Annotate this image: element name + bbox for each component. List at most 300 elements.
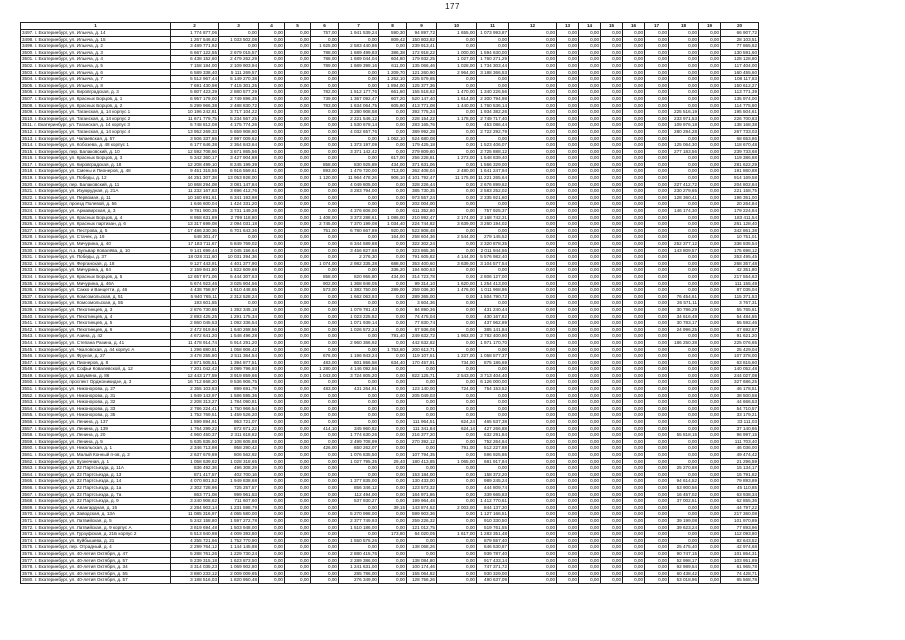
value-cell: 0,00 [379, 544, 407, 551]
value-cell: 757 925,37 [477, 208, 509, 215]
value-cell: 0,00 [601, 531, 623, 538]
value-cell: 0,00 [601, 247, 623, 254]
value-cell: 121 012,75 [407, 524, 437, 531]
value-cell: 0,00 [557, 399, 579, 406]
value-cell: 0,00 [645, 188, 669, 195]
value-cell: 216 377,20 [407, 432, 437, 439]
value-cell: 0,00 [509, 188, 557, 195]
value-cell: 0,00 [509, 194, 557, 201]
value-cell: 112 093,80 [721, 531, 759, 538]
address-cell: 3521. г. Екатеринбург, ул. Изумрудная, д. 21А [21, 188, 171, 195]
value-cell: 0,00 [579, 405, 601, 412]
value-cell: 0,00 [645, 458, 669, 465]
value-cell: 0,00 [509, 267, 557, 274]
value-cell: 224 744,82 [407, 221, 437, 228]
value-cell: 0,00 [579, 392, 601, 399]
value-cell: 0,00 [311, 115, 339, 122]
value-cell: 0,00 [285, 544, 311, 551]
address-cell: 3557. г. Екатеринбург, ул. Ленина, д. 139 [21, 425, 171, 432]
value-cell: 0,00 [557, 36, 579, 43]
value-cell: 0,00 [579, 537, 601, 544]
value-cell: 871 417,57 [171, 471, 219, 478]
value-cell: 233 971,53 [669, 115, 699, 122]
value-cell: 0,00 [339, 201, 379, 208]
value-cell: 164 971,86 [407, 491, 437, 498]
address-cell: 3515. г. Екатеринбург, пер. Балаковский, д. 10 [21, 148, 171, 155]
value-cell: 0,00 [339, 76, 379, 83]
value-cell: 39 623,24 [669, 524, 699, 531]
value-cell: 0,00 [645, 313, 669, 320]
value-cell: 0,00 [623, 353, 645, 360]
value-cell: 0,00 [645, 412, 669, 419]
value-cell: 0,00 [623, 491, 645, 498]
value-cell: 0,00 [339, 135, 379, 142]
value-cell: 217 360,08 [721, 511, 759, 518]
value-cell: 0,00 [311, 405, 339, 412]
value-cell: 49 474,42 [721, 452, 759, 459]
value-cell: 1 641 247,94 [477, 168, 509, 175]
value-cell: 0,00 [311, 478, 339, 485]
value-cell: 0,00 [601, 419, 623, 426]
value-cell: 0,00 [623, 300, 645, 307]
value-cell: 0,00 [557, 458, 579, 465]
value-cell: 0,00 [699, 412, 721, 419]
value-cell: 0,00 [601, 214, 623, 221]
value-cell: 0,00 [285, 161, 311, 168]
value-cell: 6 957 179,00 [171, 95, 219, 102]
value-cell: 1 459 526,20 [219, 412, 259, 419]
value-cell: 0,00 [557, 359, 579, 366]
value-cell: 0,00 [601, 43, 623, 50]
value-cell: 0,00 [557, 366, 579, 373]
table-row [21, 260, 759, 267]
value-cell: 0,00 [623, 135, 645, 142]
value-cell: 0,00 [579, 300, 601, 307]
value-cell: 0,00 [285, 56, 311, 63]
value-cell: 1 028 318,65 [219, 458, 259, 465]
value-cell: 0,00 [601, 89, 623, 96]
value-cell: 29,40 [379, 458, 407, 465]
value-cell: 53 018,96 [669, 577, 699, 584]
value-cell: 0,00 [623, 471, 645, 478]
value-cell: 0,00 [669, 511, 699, 518]
value-cell: 0,00 [285, 419, 311, 426]
value-cell: 25 429,04 [721, 346, 759, 353]
value-cell: 0,00 [601, 241, 623, 248]
value-cell: 0,00 [623, 109, 645, 116]
value-cell: 2 094 031,18 [219, 221, 259, 228]
value-cell: 4 672 641,20 [171, 333, 219, 340]
value-cell: 84 890,36 [407, 306, 437, 313]
value-cell: 12 592 708,66 [171, 148, 219, 155]
value-cell: 1 689 044,04 [339, 56, 379, 63]
value-cell: 0,00 [579, 353, 601, 360]
value-cell: 0,00 [623, 465, 645, 472]
address-cell: 3504. г. Екатеринбург, ул. Ильича, д. 7 [21, 76, 171, 83]
value-cell: 0,00 [601, 280, 623, 287]
value-cell: 30 783,17 [669, 320, 699, 327]
value-cell: 9 451 315,55 [171, 168, 219, 175]
value-cell: 0,00 [699, 300, 721, 307]
value-cell: 112 494,00 [339, 491, 379, 498]
value-cell: 646 530,87 [477, 544, 509, 551]
value-cell: 0,00 [285, 82, 311, 89]
value-cell: 5 807 423,39 [171, 89, 219, 96]
value-cell: 0,00 [645, 43, 669, 50]
value-cell: 0,00 [645, 76, 669, 83]
value-cell: 0,00 [579, 432, 601, 439]
value-cell: 3 696 412,76 [219, 188, 259, 195]
value-cell: 902,00 [311, 280, 339, 287]
value-cell: 0,00 [379, 432, 407, 439]
value-cell: 0,00 [645, 537, 669, 544]
value-cell: 0,00 [285, 359, 311, 366]
value-cell: 0,00 [645, 531, 669, 538]
table-row [21, 491, 759, 498]
value-cell: 0,00 [645, 95, 669, 102]
value-cell: 0,00 [437, 241, 477, 248]
value-cell: 0,00 [437, 544, 477, 551]
value-cell: 0,00 [623, 359, 645, 366]
address-cell: 3498. г. Екатеринбург, ул. Ильича, д. 15 [21, 36, 171, 43]
value-cell: 0,00 [259, 366, 285, 373]
value-cell: 281 622,29 [721, 161, 759, 168]
value-cell: 0,00 [645, 155, 669, 162]
value-cell: 0,00 [311, 306, 339, 313]
value-cell: 345 960,82 [339, 425, 379, 432]
value-cell: 0,00 [509, 346, 557, 353]
value-cell: 5 342 360,17 [171, 155, 219, 162]
value-cell: 0,00 [699, 227, 721, 234]
value-cell: 0,00 [579, 36, 601, 43]
value-cell: 0,00 [699, 95, 721, 102]
value-cell: 0,00 [407, 550, 437, 557]
value-cell: 12 657 971,06 [171, 273, 219, 280]
address-cell: 3512. г. Екатеринбург, ул. Таганская, д. 14 корпус 4 [21, 128, 171, 135]
value-cell: 0,00 [645, 445, 669, 452]
value-cell: 195 504,61 [721, 109, 759, 116]
value-cell: 1 586 595,36 [219, 392, 259, 399]
value-cell: 0,00 [623, 445, 645, 452]
value-cell: 661,60 [379, 89, 407, 96]
table-row [21, 366, 759, 373]
table-row [21, 445, 759, 452]
table-row [21, 300, 759, 307]
value-cell: 0,00 [311, 550, 339, 557]
value-cell: 791,00 [437, 445, 477, 452]
value-cell: 0,00 [699, 208, 721, 215]
value-cell: 0,00 [311, 465, 339, 472]
value-cell: 0,00 [699, 36, 721, 43]
value-cell: 0,00 [669, 425, 699, 432]
value-cell: 434,00 [379, 161, 407, 168]
value-cell: 0,00 [311, 82, 339, 89]
value-cell: 0,00 [259, 142, 285, 149]
value-cell: 0,00 [579, 458, 601, 465]
value-cell: 0,00 [645, 366, 669, 373]
value-cell: 94 614,52 [669, 478, 699, 485]
value-cell: 3 314 035,23 [171, 564, 219, 571]
value-cell: 836 492,36 [171, 465, 219, 472]
value-cell: 0,00 [509, 550, 557, 557]
value-cell: 0,00 [557, 432, 579, 439]
value-cell: 0,00 [699, 524, 721, 531]
value-cell: 0,00 [285, 62, 311, 69]
value-cell: 0,00 [645, 102, 669, 109]
table-row [21, 234, 759, 241]
value-cell: 0,00 [259, 109, 285, 116]
value-cell: 0,00 [579, 194, 601, 201]
value-cell: 930 329,00 [477, 570, 509, 577]
address-cell: 3497. г. Екатеринбург, ул. Ильича, д. 14 [21, 30, 171, 37]
value-cell: 0,00 [623, 234, 645, 241]
value-cell: 119 107,51 [407, 353, 437, 360]
value-cell: 0,00 [437, 43, 477, 50]
value-cell: 0,00 [259, 557, 285, 564]
value-cell: 1 623 873,50 [219, 557, 259, 564]
value-cell: 0,00 [557, 267, 579, 274]
value-cell: 611 352,80 [407, 208, 437, 215]
table-row [21, 247, 759, 254]
value-cell: 64 020,05 [407, 531, 437, 538]
value-cell: 0,00 [557, 320, 579, 327]
value-cell: 0,00 [623, 102, 645, 109]
value-cell: 0,00 [669, 221, 699, 228]
value-cell: 0,00 [699, 280, 721, 287]
column-header: 2 [171, 23, 219, 30]
value-cell: 0,00 [259, 175, 285, 182]
value-cell: 2 355 103,83 [171, 386, 219, 393]
value-cell: 2 679 015,57 [219, 49, 259, 56]
value-cell: 3 240 908,62 [171, 498, 219, 505]
value-cell: 0,00 [645, 30, 669, 37]
value-cell: 0,00 [623, 168, 645, 175]
value-cell: 0,00 [259, 260, 285, 267]
value-cell: 0,00 [557, 379, 579, 386]
value-cell: 153 184,00 [407, 471, 437, 478]
value-cell: 0,00 [579, 227, 601, 234]
value-cell: 0,00 [379, 491, 407, 498]
value-cell: 0,00 [699, 577, 721, 584]
value-cell: 0,00 [379, 339, 407, 346]
value-cell: 0,00 [379, 280, 407, 287]
address-cell: 3535. г. Екатеринбург, ул. Мичурина, д. 46А [21, 280, 171, 287]
value-cell: 0,00 [699, 544, 721, 551]
value-cell: 0,00 [509, 524, 557, 531]
value-cell: 121 260,90 [407, 69, 437, 76]
value-cell: 0,00 [285, 557, 311, 564]
value-cell: 0,00 [699, 339, 721, 346]
value-cell: 1 120,00 [311, 175, 339, 182]
value-cell: 0,00 [699, 287, 721, 294]
value-cell: 0,00 [645, 392, 669, 399]
value-cell: 899 691,79 [219, 386, 259, 393]
value-cell: 0,00 [379, 564, 407, 571]
value-cell: 0,00 [645, 432, 669, 439]
value-cell: 0,00 [285, 478, 311, 485]
value-cell: 0,00 [601, 577, 623, 584]
value-cell: 596 925,86 [477, 452, 509, 459]
value-cell: 0,00 [579, 517, 601, 524]
value-cell: 44 797,22 [721, 504, 759, 511]
value-cell: 2 276,30 [339, 254, 379, 261]
value-cell: 0,00 [311, 491, 339, 498]
value-cell: 0,00 [259, 273, 285, 280]
value-cell: 99 314,10 [407, 280, 437, 287]
value-cell: 0,00 [601, 491, 623, 498]
value-cell: 0,00 [699, 333, 721, 340]
value-cell: 0,00 [645, 82, 669, 89]
value-cell: 47 692,67 [721, 326, 759, 333]
value-cell: 7 201 042,42 [171, 366, 219, 373]
value-cell: 0,00 [557, 326, 579, 333]
value-cell: 0,00 [259, 293, 285, 300]
value-cell: 0,00 [509, 168, 557, 175]
value-cell: 0,00 [601, 333, 623, 340]
value-cell: 76 454,61 [669, 293, 699, 300]
address-cell: 3574. г. Екатеринбург, ул. Куйбышева, д. 21 [21, 537, 171, 544]
address-cell: 3577. г. Екатеринбург, ул. 40-летия Октября, д. 57 [21, 557, 171, 564]
value-cell: 0,00 [645, 306, 669, 313]
value-cell: 0,00 [407, 465, 437, 472]
value-cell: 3 104 577,54 [477, 260, 509, 267]
value-cell: 0,00 [259, 300, 285, 307]
value-cell: 0,00 [259, 194, 285, 201]
value-cell: 0,00 [437, 300, 477, 307]
value-cell: 0,00 [601, 128, 623, 135]
value-cell: 0,00 [509, 326, 557, 333]
value-cell: 0,00 [601, 386, 623, 393]
value-cell: 0,00 [601, 570, 623, 577]
value-cell: 55 765,61 [721, 306, 759, 313]
value-cell: 0,00 [311, 412, 339, 419]
value-cell: 0,00 [285, 570, 311, 577]
value-cell: 33 179,21 [721, 412, 759, 419]
value-cell: 0,00 [557, 425, 579, 432]
table-row [21, 320, 759, 327]
value-cell: 5 635 835,60 [171, 438, 219, 445]
value-cell: 0,00 [285, 76, 311, 83]
value-cell: 0,00 [285, 214, 311, 221]
value-cell: 5 149 270,38 [219, 76, 259, 83]
address-cell: 3549. г. Екатеринбург, ул. Шаумяна, д. 86 [21, 372, 171, 379]
value-cell: 604,80 [379, 56, 407, 63]
value-cell: 0,00 [699, 346, 721, 353]
value-cell: 0,00 [579, 221, 601, 228]
value-cell: 385 730,35 [407, 188, 437, 195]
value-cell: 0,00 [509, 570, 557, 577]
value-cell: 11 964 478,26 [339, 175, 379, 182]
value-cell: 2 472 919,94 [171, 326, 219, 333]
value-cell: 0,00 [623, 379, 645, 386]
value-cell: 53 900,56 [669, 484, 699, 491]
value-cell: 77 865,62 [721, 43, 759, 50]
value-cell: 1 634 064,75 [339, 102, 379, 109]
value-cell: 0,00 [623, 181, 645, 188]
value-cell: 11 085 316,97 [171, 511, 219, 518]
value-cell: 0,00 [259, 372, 285, 379]
value-cell: 0,00 [509, 531, 557, 538]
value-cell: 0,00 [259, 320, 285, 327]
value-cell: 0,00 [509, 201, 557, 208]
value-cell: 893,00 [311, 168, 339, 175]
value-cell: 5 444 307,63 [219, 273, 259, 280]
value-cell: 12 443 177,59 [171, 372, 219, 379]
value-cell: 2 583 252,02 [477, 188, 509, 195]
value-cell: 0,00 [645, 326, 669, 333]
value-cell: 0,00 [437, 161, 477, 168]
value-cell: 906,10 [379, 175, 407, 182]
table-row [21, 128, 759, 135]
value-cell: 2 725 888,12 [477, 148, 509, 155]
value-cell: 0,00 [623, 544, 645, 551]
address-cell: 3545. г. Екатеринбург, ул. Чкаловская, д. 44 корпус А [21, 346, 171, 353]
value-cell: 0,00 [579, 102, 601, 109]
value-cell: 0,00 [669, 445, 699, 452]
value-cell: 0,00 [699, 484, 721, 491]
value-cell: 0,00 [645, 577, 669, 584]
value-cell: 6 701 643,36 [219, 227, 259, 234]
value-cell: 1 065,00 [437, 458, 477, 465]
value-cell: 226 700,83 [721, 115, 759, 122]
value-cell: 809,42 [379, 36, 407, 43]
address-cell: 3551. г. Екатеринбург, ул. Никонорова, д. 27 [21, 386, 171, 393]
value-cell: 1 023 225,82 [339, 313, 379, 320]
value-cell: 0,00 [623, 49, 645, 56]
value-cell: 0,00 [437, 306, 477, 313]
value-cell: 0,00 [669, 62, 699, 69]
value-cell: 590,30 [379, 30, 407, 37]
value-cell: 434,00 [379, 273, 407, 280]
value-cell: 0,00 [311, 504, 339, 511]
value-cell: 0,00 [339, 471, 379, 478]
table-row [21, 517, 759, 524]
value-cell: 413 771,08 [407, 102, 437, 109]
value-cell: 0,00 [579, 247, 601, 254]
value-cell: 6 341 193,98 [219, 194, 259, 201]
table-row [21, 181, 759, 188]
value-cell: 599 903,36 [407, 511, 437, 518]
value-cell: 200 613,71 [407, 346, 437, 353]
value-cell: 1 949 838,68 [219, 478, 259, 485]
value-cell: 1 028,00 [437, 62, 477, 69]
value-cell: 0,00 [601, 320, 623, 327]
value-cell: 0,00 [623, 194, 645, 201]
value-cell: 0,00 [285, 484, 311, 491]
table-row [21, 30, 759, 37]
value-cell: 1 231 598,79 [219, 504, 259, 511]
value-cell: 2 377 749,93 [339, 517, 379, 524]
value-cell: 0,00 [379, 445, 407, 452]
value-cell: 0,00 [699, 221, 721, 228]
address-cell: 3567. г. Екатеринбург, ул. 22 Партсъезда, д. 7а [21, 491, 171, 498]
value-cell: 1 033 502,08 [219, 36, 259, 43]
value-cell: 0,00 [557, 313, 579, 320]
value-cell: 0,00 [311, 155, 339, 162]
value-cell: 953 721,07 [219, 419, 259, 426]
value-cell: 0,00 [557, 56, 579, 63]
value-cell: 322 302,24 [407, 241, 437, 248]
table-row [21, 425, 759, 432]
value-cell: 0,00 [669, 30, 699, 37]
value-cell: 1 774 630,26 [339, 432, 379, 439]
value-cell: 0,00 [557, 386, 579, 393]
value-cell: 0,00 [579, 188, 601, 195]
value-cell: 202 004,00 [407, 201, 437, 208]
value-cell: 1 646 600,04 [171, 201, 219, 208]
value-cell: 0,00 [699, 148, 721, 155]
table-row [21, 471, 759, 478]
